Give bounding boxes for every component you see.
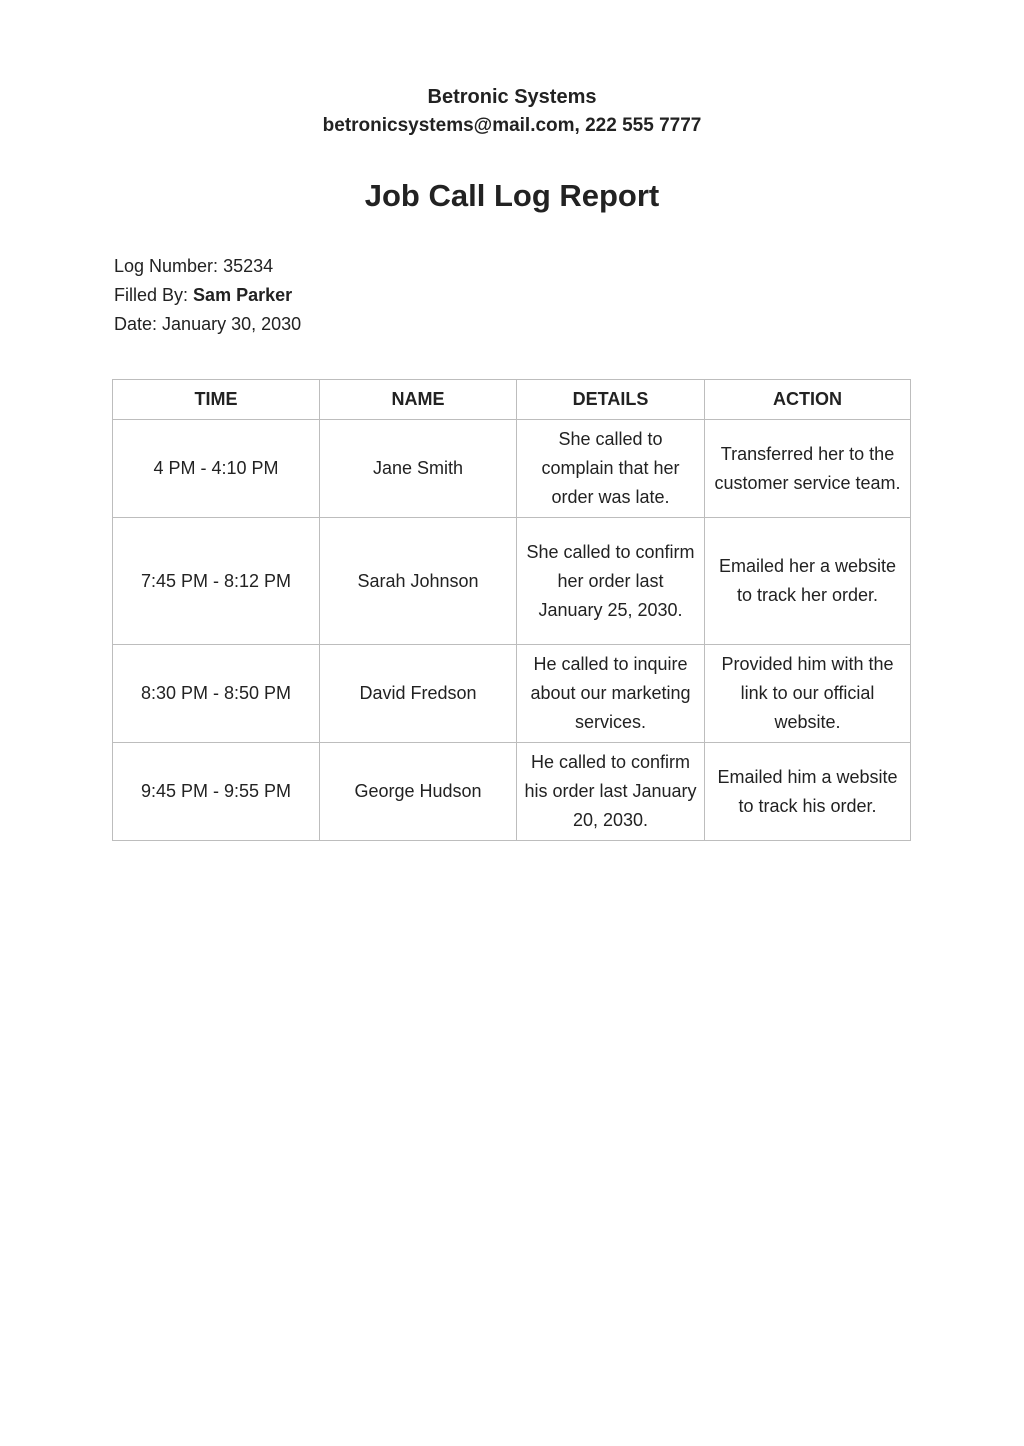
company-contact: betronicsystems@mail.com, 222 555 7777	[322, 115, 702, 136]
cell-name: George Hudson	[320, 743, 517, 841]
column-header-details: DETAILS	[517, 380, 705, 420]
filled-by-label: Filled By:	[114, 285, 189, 305]
cell-time: 7:45 PM - 8:12 PM	[113, 518, 320, 645]
date-line	[114, 310, 301, 339]
cell-details: He called to inquire about our marketing services.	[517, 645, 705, 743]
cell-name: David Fredson	[320, 645, 517, 743]
log-number-value: 35234	[223, 256, 274, 276]
table-row	[113, 743, 911, 841]
cell-action: Provided him with the link to our official website.	[705, 645, 911, 743]
cell-action: Emailed him a website to track his order.	[705, 743, 911, 841]
cell-time: 4 PM - 4:10 PM	[113, 420, 320, 518]
report-meta	[114, 252, 301, 339]
report-title: Job Call Log Report	[364, 178, 660, 213]
filled-by-value: Sam Parker	[193, 285, 293, 305]
table-row	[113, 645, 911, 743]
cell-details: She called to confirm her order last January 25, 2030.	[517, 518, 705, 645]
cell-action: Transferred her to the customer service team.	[705, 420, 911, 518]
cell-time: 8:30 PM - 8:50 PM	[113, 645, 320, 743]
company-name: Betronic Systems	[427, 86, 597, 108]
column-header-name: NAME	[320, 380, 517, 420]
log-number-label: Log Number:	[114, 256, 219, 276]
cell-details: She called to complain that her order was late.	[517, 420, 705, 518]
date-value: January 30, 2030	[162, 314, 302, 334]
cell-time: 9:45 PM - 9:55 PM	[113, 743, 320, 841]
column-header-time: TIME	[113, 380, 320, 420]
cell-name: Sarah Johnson	[320, 518, 517, 645]
filled-by-line	[114, 281, 301, 310]
column-header-action: ACTION	[705, 380, 911, 420]
call-log-table	[112, 379, 911, 841]
date-label: Date:	[114, 314, 158, 334]
log-number-line	[114, 252, 301, 281]
table-row	[113, 518, 911, 645]
table-row	[113, 420, 911, 518]
table-header-row	[113, 380, 911, 420]
cell-name: Jane Smith	[320, 420, 517, 518]
cell-details: He called to confirm his order last January 20, 2030.	[517, 743, 705, 841]
cell-action: Emailed her a website to track her order.	[705, 518, 911, 645]
